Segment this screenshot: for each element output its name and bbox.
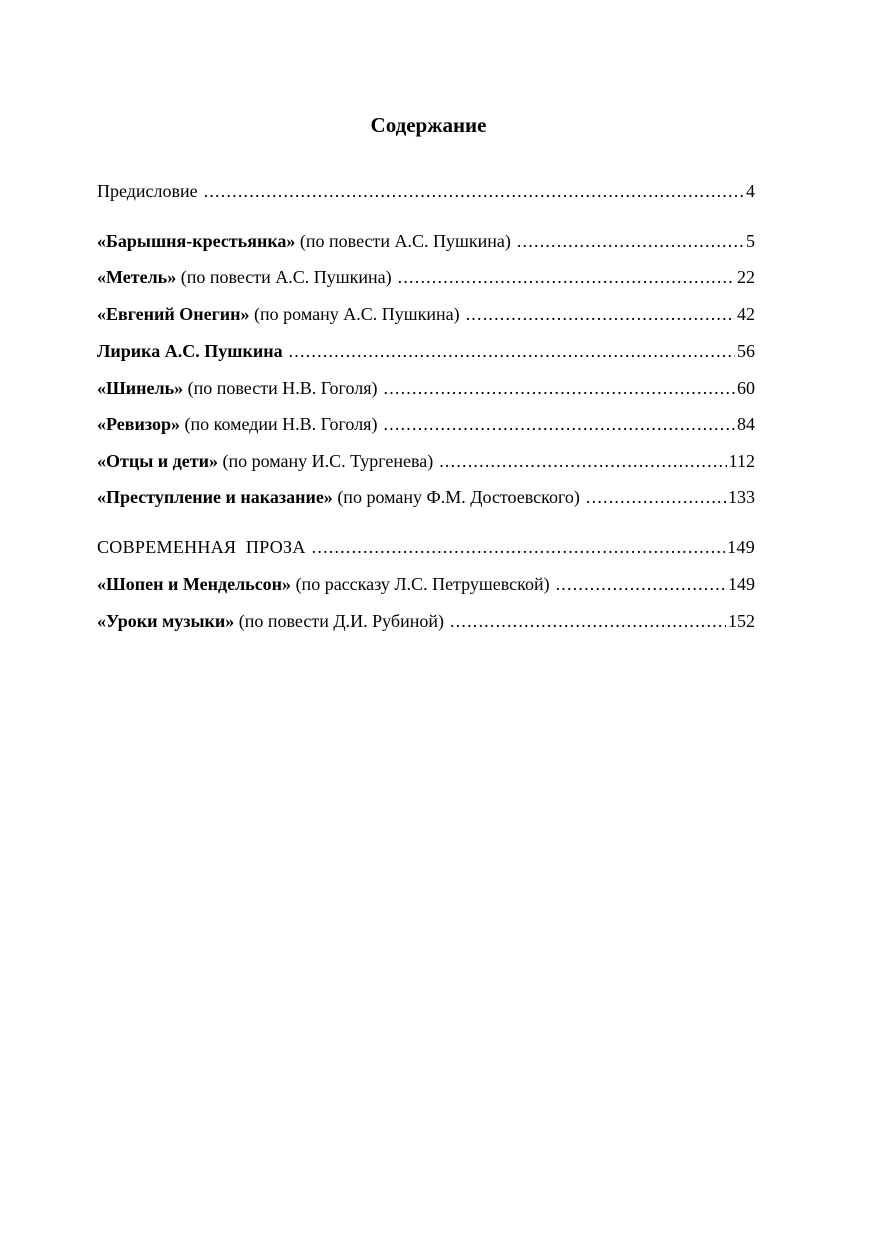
dot-leader: [439, 449, 726, 473]
toc-entry-title: Лирика А.С. Пушкина: [97, 341, 283, 361]
toc-entry-preface[interactable]: [97, 179, 755, 203]
toc-page-number: 84: [737, 414, 755, 434]
toc-entry-title: СОВРЕМЕННАЯ ПРОЗА: [97, 537, 306, 557]
toc-entry-uroki-muzyki[interactable]: [97, 609, 755, 633]
toc-entry-metel[interactable]: [97, 265, 755, 289]
toc-entry-title: «Метель» (по повести А.С. Пушкина): [97, 267, 392, 287]
toc-page-number: 4: [746, 181, 755, 201]
toc-entry-title: «Шопен и Мендельсон» (по рассказу Л.С. Петрушевской): [97, 574, 550, 594]
toc-page-number: 60: [737, 378, 755, 398]
dot-leader: [556, 572, 726, 596]
dot-leader: [384, 376, 736, 400]
dot-leader: [312, 535, 725, 559]
toc-entry-title: Предисловие: [97, 181, 198, 201]
dot-leader: [517, 229, 744, 253]
dot-leader: [383, 412, 735, 436]
toc-page-number: 5: [746, 231, 755, 251]
toc-page-number: 133: [728, 487, 755, 507]
toc-entry-revizor[interactable]: [97, 412, 755, 436]
toc-entry-title: «Евгений Онегин» (по роману А.С. Пушкина): [97, 304, 460, 324]
toc-entry-lirika-pushkina[interactable]: [97, 339, 755, 363]
dot-leader: [289, 339, 735, 363]
toc-entry-title: «Преступление и наказание» (по роману Ф.М. Достоевского): [97, 487, 580, 507]
dot-leader: [204, 179, 744, 203]
toc-entry-shinel[interactable]: [97, 376, 755, 400]
page-title: Содержание: [370, 113, 487, 137]
toc-page-number: 152: [728, 611, 755, 631]
toc-entry-title: «Ревизор» (по комедии Н.В. Гоголя): [97, 414, 378, 434]
toc-entry-title: «Уроки музыки» (по повести Д.И. Рубиной): [97, 611, 444, 631]
toc-entry-title: «Отцы и дети» (по роману И.С. Тургенева): [97, 451, 434, 471]
toc-page-number: 56: [737, 341, 755, 361]
toc-entry-shopen-i-mendelson[interactable]: [97, 572, 755, 596]
dot-leader: [398, 265, 735, 289]
toc-page-number: 149: [727, 537, 755, 557]
toc-entry-title: «Шинель» (по повести Н.В. Гоголя): [97, 378, 378, 398]
toc-page-number: 22: [737, 267, 755, 287]
toc-page-number: 42: [737, 304, 755, 324]
toc-entry-sovremennaya-proza[interactable]: [97, 535, 755, 559]
toc-entry-baryshnya-krestyanka[interactable]: [97, 229, 755, 253]
toc-page-number: 112: [728, 451, 755, 471]
dot-leader: [450, 609, 726, 633]
toc-entry-ottsy-i-deti[interactable]: [97, 449, 755, 473]
toc-entry-evgeny-onegin[interactable]: [97, 302, 755, 326]
dot-leader: [586, 485, 726, 509]
toc-page-number: 149: [728, 574, 755, 594]
toc-entry-prestuplenie-i-nakazanie[interactable]: [97, 485, 755, 509]
dot-leader: [466, 302, 735, 326]
toc-entry-title: «Барышня-крестьянка» (по повести А.С. Пушкина): [97, 231, 511, 251]
